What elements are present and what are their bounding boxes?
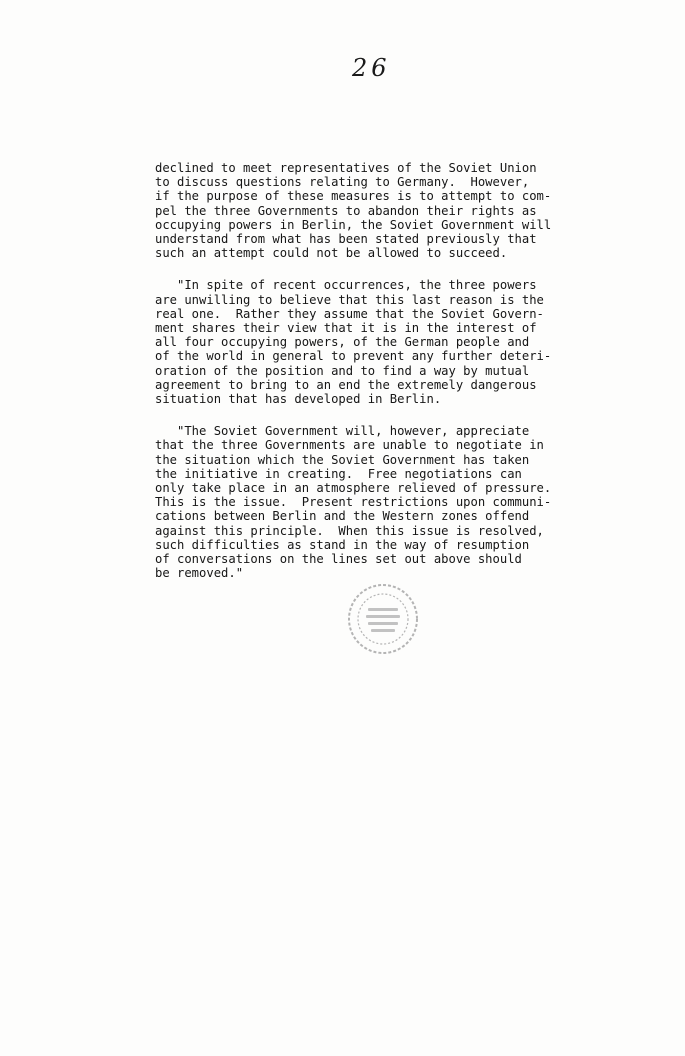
text-line: ment shares their view that it is in the interest of [155,321,537,336]
text-line: pel the three Governments to abandon their rights as [155,203,537,218]
archive-seal-icon [344,580,422,658]
text-line: situation that has developed in Berlin. [155,392,442,407]
text-line: all four occupying powers, of the German people and [155,335,530,350]
paragraph-3 [155,424,595,580]
text-line: occupying powers in Berlin, the Soviet Government will [155,217,552,232]
text-line: real one. Rather they assume that the Soviet Govern- [155,306,544,321]
text-line: to discuss questions relating to Germany. However, [155,175,530,190]
text-line: "The Soviet Government will, however, appreciate [155,424,530,439]
text-line: that the three Governments are unable to negotiate in [155,438,544,453]
text-line: only take place in an atmosphere relieved of pressure. [155,481,552,496]
text-line: "In spite of recent occurrences, the three powers [155,278,537,293]
text-line: are unwilling to believe that this last reason is the [155,292,544,307]
document-body [155,161,595,598]
paragraph-2 [155,278,595,406]
text-line: such difficulties as stand in the way of resumption [155,537,530,552]
text-line: be removed." [155,566,244,581]
text-line: against this principle. When this issue is resolved, [155,523,544,538]
text-line: such an attempt could not be allowed to succeed. [155,246,508,261]
text-line: of conversations on the lines set out above should [155,552,522,567]
text-line: cations between Berlin and the Western zones offend [155,509,530,524]
text-line: the situation which the Soviet Government has taken [155,452,530,467]
page-number: 26 [352,54,391,82]
paragraph-1 [155,161,595,260]
text-line: agreement to bring to an end the extremely dangerous [155,377,537,392]
text-line: of the world in general to prevent any further deteri- [155,349,552,364]
text-line: understand from what has been stated previously that [155,232,537,247]
text-line: This is the issue. Present restrictions upon communi- [155,495,552,510]
text-line: if the purpose of these measures is to attempt to com- [155,189,552,204]
text-line: declined to meet representatives of the Soviet Union [155,161,537,175]
text-line: oration of the position and to find a way by mutual [155,363,530,378]
text-line: the initiative in creating. Free negotiations can [155,466,522,481]
